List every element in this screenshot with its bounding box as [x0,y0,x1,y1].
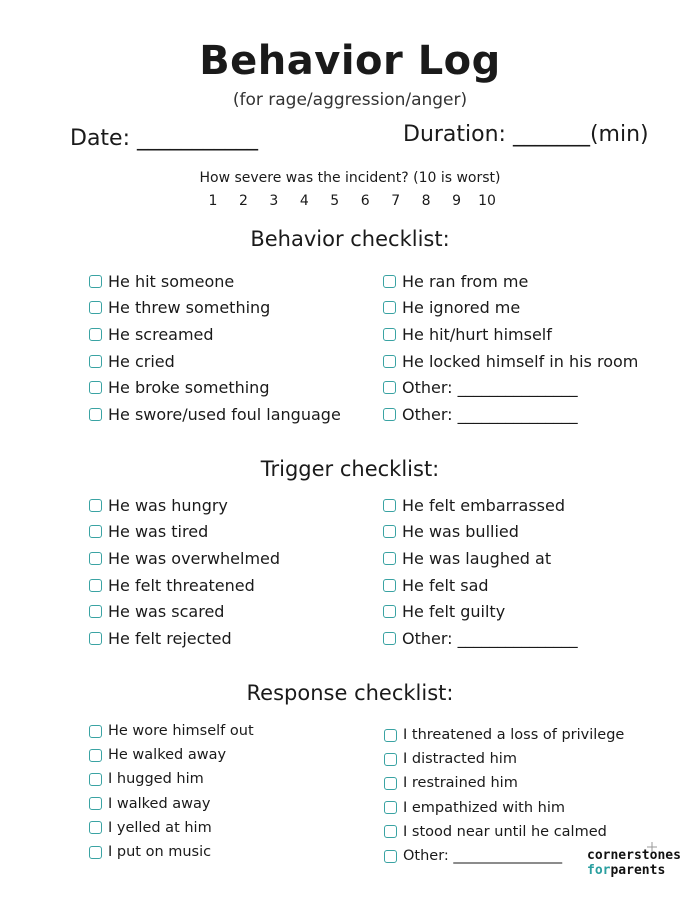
checklist-item-label: He locked himself in his room [402,351,639,371]
severity-option[interactable]: 4 [299,193,309,209]
checklist-item[interactable] [89,598,280,625]
checklist-item-label: He felt embarrassed [402,495,565,515]
checklist-item[interactable] [383,625,578,652]
checkbox-icon[interactable] [384,729,397,742]
severity-option[interactable]: 5 [330,193,340,209]
checklist-item-label: He ignored me [402,298,521,318]
checklist-item-label: I put on music [108,844,212,861]
checklist-item-label: I walked away [108,795,211,812]
checkbox-icon[interactable] [89,821,102,834]
checkbox-icon[interactable] [89,275,102,288]
checkbox-icon[interactable] [89,381,102,394]
checkbox-icon[interactable] [383,605,396,618]
severity-question: How severe was the incident? (10 is worst) [199,170,501,186]
checkbox-icon[interactable] [89,408,102,421]
behavior-list-right [383,268,638,428]
checkbox-icon[interactable] [383,355,396,368]
checklist-item[interactable] [384,796,624,820]
severity-option[interactable]: 3 [269,193,279,209]
response-list-left [89,719,254,864]
trigger-list-right [383,492,578,652]
checklist-item[interactable] [89,492,280,519]
checkbox-icon[interactable] [89,846,102,859]
checklist-item[interactable] [89,348,341,375]
checklist-item[interactable] [383,348,638,375]
checkbox-icon[interactable] [89,579,102,592]
checklist-item[interactable] [89,767,254,791]
checklist-item[interactable] [89,321,341,348]
checklist-item-label: I empathized with him [403,799,565,816]
checklist-item[interactable] [383,295,638,322]
severity-option[interactable]: 1 [208,193,218,209]
checkbox-icon[interactable] [383,408,396,421]
checklist-item-label: He ran from me [402,271,529,291]
checklist-item[interactable] [383,492,578,519]
checkbox-icon[interactable] [383,301,396,314]
checkbox-icon[interactable] [383,579,396,592]
checkbox-icon[interactable] [384,753,397,766]
checkbox-icon[interactable] [89,355,102,368]
checklist-item[interactable] [384,771,624,795]
checklist-item-label: I threatened a loss of privilege [403,727,625,744]
severity-option[interactable]: 8 [421,193,431,209]
checklist-item[interactable] [383,268,638,295]
checklist-item-label: He cried [108,351,175,371]
logo-line-2 [587,863,681,878]
response-list-right [384,723,624,868]
checkbox-icon[interactable] [89,605,102,618]
checkbox-icon[interactable] [89,725,102,738]
checklist-item-label: He was laughed at [402,548,552,568]
checklist-item-label: He walked away [108,747,227,764]
checklist-item-label: He hit/hurt himself [402,324,552,344]
checklist-item[interactable] [384,820,624,844]
cross-mark-icon [647,842,657,852]
brand-logo [587,848,681,878]
checklist-item-label: I yelled at him [108,819,212,836]
checklist-item-label: He hit someone [108,271,235,291]
checklist-item[interactable] [89,792,254,816]
checkbox-icon[interactable] [384,825,397,838]
checkbox-icon[interactable] [383,525,396,538]
logo-accent: for [587,863,611,878]
checklist-item-label: He was bullied [402,522,519,542]
response-checklist-title: Response checklist: [246,681,454,705]
checkbox-icon[interactable] [383,381,396,394]
checklist-item-label: Other: _______________ [402,628,578,648]
checklist-item-label: Other: _______________ [402,378,578,398]
checklist-item-label: He felt threatened [108,575,255,595]
checkbox-icon[interactable] [383,499,396,512]
logo-rest: parents [610,863,666,878]
page-subtitle: (for rage/aggression/anger) [232,90,468,110]
checklist-item-label: He wore himself out [108,723,254,740]
checklist-item-label: I hugged him [108,771,204,788]
checklist-item-label: He was overwhelmed [108,548,281,568]
checklist-item[interactable] [89,295,341,322]
checklist-item-label: He felt guilty [402,602,506,622]
checklist-item[interactable] [89,625,280,652]
checklist-item[interactable] [89,545,280,572]
trigger-list-left [89,492,280,652]
checklist-item[interactable] [384,723,624,747]
checklist-item[interactable] [89,719,254,743]
page-title: Behavior Log [199,38,501,84]
checklist-item[interactable] [383,519,578,546]
checkbox-icon[interactable] [89,525,102,538]
checklist-item[interactable] [383,321,638,348]
severity-option[interactable]: 10 [478,193,496,209]
checkbox-icon[interactable] [89,773,102,786]
checklist-item[interactable] [383,401,638,428]
behavior-checklist-title: Behavior checklist: [250,227,450,251]
severity-option[interactable]: 2 [238,193,248,209]
duration-field[interactable]: Duration: _______(min) [403,122,649,147]
checkbox-icon[interactable] [383,632,396,645]
checklist-item-label: He was hungry [108,495,228,515]
checklist-item[interactable] [383,545,578,572]
checkbox-icon[interactable] [89,552,102,565]
logo-line-1: cornerstones [587,848,681,863]
checkbox-icon[interactable] [89,632,102,645]
checklist-item[interactable] [89,401,341,428]
checkbox-icon[interactable] [89,797,102,810]
checkbox-icon[interactable] [384,777,397,790]
checklist-item-label: He screamed [108,324,214,344]
checkbox-icon[interactable] [383,328,396,341]
checkbox-icon[interactable] [89,301,102,314]
checkbox-icon[interactable] [89,328,102,341]
checklist-item-label: He felt rejected [108,628,232,648]
checkbox-icon[interactable] [383,275,396,288]
severity-scale [0,193,700,209]
checklist-item-label: He felt sad [402,575,489,595]
checkbox-icon[interactable] [384,850,397,863]
checklist-item-label: He was tired [108,522,209,542]
checklist-item[interactable] [383,374,638,401]
checklist-item[interactable] [383,572,578,599]
date-field[interactable]: Date: ___________ [70,126,258,151]
checkbox-icon[interactable] [384,801,397,814]
checklist-item-label: He was scared [108,602,225,622]
behavior-list-left [89,268,341,428]
checklist-item-label: I restrained him [403,775,518,792]
checklist-item[interactable] [89,572,280,599]
checklist-item[interactable] [89,840,254,864]
checklist-item[interactable] [384,747,624,771]
checklist-item-label: I distracted him [403,751,517,768]
checklist-item[interactable] [89,374,341,401]
checklist-item[interactable] [89,519,280,546]
checkbox-icon[interactable] [89,749,102,762]
checklist-item-label: Other: _______________ [402,404,578,424]
checklist-item-label: He threw something [108,298,271,318]
checklist-item[interactable] [89,816,254,840]
checklist-item[interactable] [89,743,254,767]
checklist-item[interactable] [383,598,578,625]
checklist-item-label: Other: _______________ [403,848,563,865]
trigger-checklist-title: Trigger checklist: [260,457,440,481]
checklist-item-label: I stood near until he calmed [403,823,607,840]
checklist-item-label: He swore/used foul language [108,404,341,424]
checklist-item[interactable] [89,268,341,295]
severity-option[interactable]: 9 [452,193,462,209]
severity-option[interactable]: 6 [360,193,370,209]
checkbox-icon[interactable] [383,552,396,565]
severity-option[interactable]: 7 [391,193,401,209]
checklist-item-label: He broke something [108,378,270,398]
checkbox-icon[interactable] [89,499,102,512]
